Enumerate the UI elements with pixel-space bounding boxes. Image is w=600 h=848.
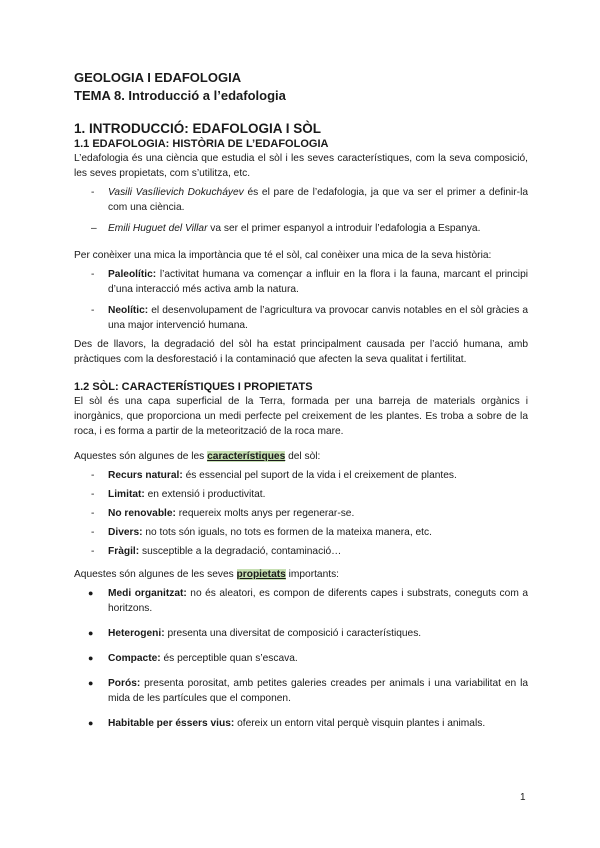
- page-number: 1: [520, 792, 526, 803]
- bullet-marker: ●: [88, 588, 94, 598]
- page-content: [74, 70, 528, 731]
- bullet-marker: ●: [88, 678, 94, 688]
- property-description: no és aleatori, es compon de diferents capes i substrats, coneguts com a horitzons.: [108, 588, 528, 614]
- sol-intro: El sòl és una capa superficial de la Terra, formada per una barreja de materials orgànics i inorgànics, que proporciona un medi perfecte pel creixement de les plantes. Es troba a sobre de la roca, i es forma a partir de la meteorització de la roca mare.: [74, 396, 528, 437]
- properties-highlight: propietats: [236, 569, 286, 580]
- list-item: [74, 267, 528, 297]
- list-item: [74, 676, 528, 706]
- property-description: és perceptible quan s’escava.: [160, 653, 298, 664]
- person-description: és el pare de l’edafologia, ja que va ser el primer a definir-la com una ciència.: [108, 187, 528, 213]
- period-description: l’activitat humana va començar a influir en la flora i la fauna, marcant el principi d’una interacció més activa amb la natura.: [108, 269, 528, 295]
- property-term: Medi organitzat:: [108, 588, 187, 599]
- dash-marker: -: [91, 305, 95, 316]
- property-term: Porós:: [108, 678, 141, 689]
- list-item: [74, 506, 528, 521]
- dash-marker: –: [91, 223, 97, 234]
- course-title: GEOLOGIA I EDAFOLOGIA: [74, 70, 242, 85]
- period-term: Paleolític:: [108, 269, 157, 280]
- property-description: presenta porositat, amb petites galeries creades per animals i una variabilitat en la mida de les partícules que el componen.: [108, 678, 528, 704]
- lead-tail: del sòl:: [285, 451, 321, 462]
- bullet-marker: ●: [88, 628, 94, 638]
- subsection-1-2-title: 1.2 SÒL: CARACTERÍSTIQUES I PROPIETATS: [74, 381, 313, 393]
- edafologia-intro: L’edafologia és una ciència que estudia el sòl i les seves característiques, com la seva composició, les seves propietats, com s’utilitza, etc.: [74, 153, 528, 179]
- list-item: [74, 626, 528, 641]
- people-list: [74, 185, 528, 236]
- characteristic-description: en extensió i productivitat.: [144, 489, 266, 500]
- dash-marker: -: [91, 269, 95, 280]
- list-item: [74, 716, 528, 731]
- characteristic-term: Divers:: [108, 527, 143, 538]
- lead-text: Aquestes són algunes de les: [74, 451, 208, 462]
- degradation-paragraph: Des de llavors, la degradació del sòl ha estat principalment causada per l’acció humana, amb pràctiques com la desforestació i la contaminació que afecten la seva qualitat i fertilitat.: [74, 339, 528, 365]
- bullet-marker: ●: [88, 653, 94, 663]
- list-item: [74, 487, 528, 502]
- list-item: [74, 468, 528, 483]
- dash-marker: -: [91, 527, 95, 538]
- list-item: [74, 185, 528, 215]
- periods-list: [74, 267, 528, 333]
- characteristic-description: susceptible a la degradació, contaminació…: [139, 546, 342, 557]
- dash-marker: -: [91, 546, 95, 557]
- lead-tail: importants:: [285, 569, 340, 580]
- dash-marker: -: [91, 470, 95, 481]
- characteristic-description: no tots són iguals, no tots es formen de la mateixa manera, etc.: [142, 527, 432, 538]
- properties-list: [74, 586, 528, 731]
- characteristics-lead: [74, 449, 528, 464]
- properties-lead: [74, 567, 528, 582]
- property-term: Habitable per éssers vius:: [108, 718, 235, 729]
- subsection-1-1-title: 1.1 EDAFOLOGIA: HISTÒRIA DE L’EDAFOLOGIA: [74, 138, 329, 150]
- list-item: [74, 651, 528, 666]
- list-item: [74, 586, 528, 616]
- characteristic-description: requereix molts anys per regenerar-se.: [175, 508, 355, 519]
- list-item: [74, 221, 528, 236]
- characteristics-highlight: característiques: [207, 451, 286, 462]
- list-item: [74, 303, 528, 333]
- dash-marker: -: [91, 489, 95, 500]
- history-intro: Per conèixer una mica la importància que té el sòl, cal conèixer una mica de la seva història:: [74, 250, 492, 261]
- tema-title: TEMA 8. Introducció a l’edafologia: [74, 88, 286, 103]
- characteristic-description: és essencial pel suport de la vida i el creixement de plantes.: [182, 470, 457, 481]
- property-description: presenta una diversitat de composició i característiques.: [164, 628, 422, 639]
- property-term: Heterogeni:: [108, 628, 165, 639]
- property-description: ofereix un entorn vital perquè visquin plantes i animals.: [234, 718, 486, 729]
- characteristics-list: [74, 468, 528, 559]
- characteristic-term: Limitat:: [108, 489, 145, 500]
- period-description: el desenvolupament de l’agricultura va provocar canvis notables en el sòl gràcies a una major intervenció humana.: [108, 305, 528, 331]
- person-name: Vasili Vasílievich Dokucháyev: [108, 187, 244, 198]
- list-item: [74, 525, 528, 540]
- person-description: va ser el primer espanyol a introduir l’edafologia a Espanya.: [207, 223, 481, 234]
- dash-marker: -: [91, 508, 95, 519]
- characteristic-term: No renovable:: [108, 508, 176, 519]
- bullet-marker: ●: [88, 718, 94, 728]
- characteristic-term: Recurs natural:: [108, 470, 183, 481]
- property-term: Compacte:: [108, 653, 161, 664]
- list-item: [74, 544, 528, 559]
- lead-text: Aquestes són algunes de les seves: [74, 569, 237, 580]
- period-term: Neolític:: [108, 305, 149, 316]
- section-1-title: 1. INTRODUCCIÓ: EDAFOLOGIA I SÒL: [74, 121, 322, 136]
- person-name: Emili Huguet del Villar: [108, 223, 208, 234]
- characteristic-term: Fràgil:: [108, 546, 140, 557]
- dash-marker: -: [91, 187, 95, 198]
